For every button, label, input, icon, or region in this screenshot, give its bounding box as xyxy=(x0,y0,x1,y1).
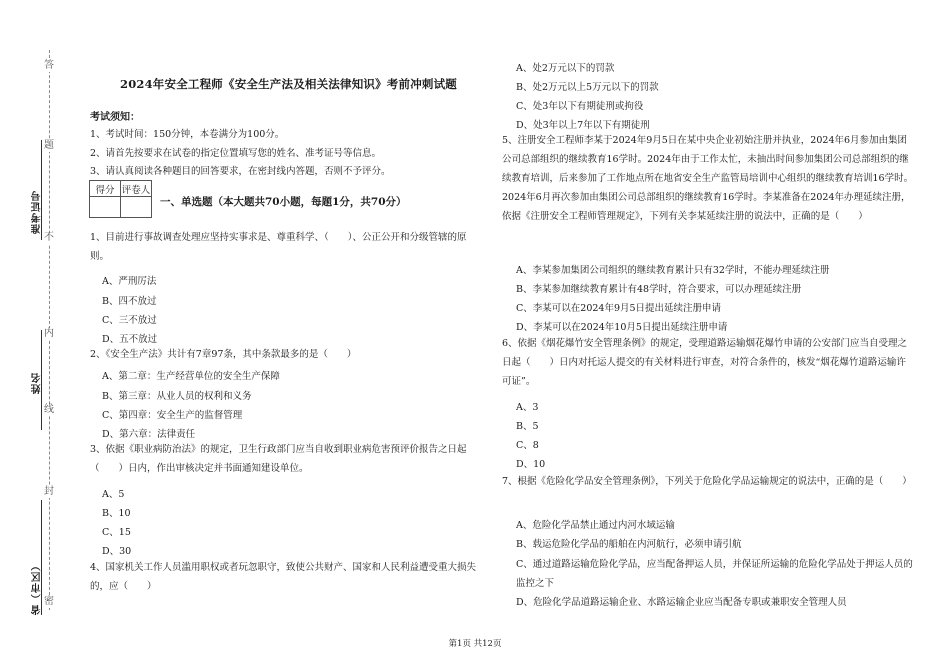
region-line xyxy=(41,500,42,615)
option: A、5 xyxy=(102,489,125,500)
option: D、处3年以上7年以下有期徒刑 xyxy=(516,120,650,131)
option: C、处3年以下有期徒刑或拘役 xyxy=(516,101,644,112)
question-4: 4、国家机关工作人员滥用职权或者玩忽职守，致使公共财产、国家和人民利益遭受重大损失的，应（ ） xyxy=(90,562,477,592)
question-2: 2、《安全生产法》共计有7章97条，其中条款最多的是（ ） xyxy=(90,349,357,360)
option: B、李某参加继续教育累计有48学时，符合要求，可以办理延续注册 xyxy=(516,284,802,295)
score-cell xyxy=(90,197,121,218)
question-6: 6、依据《烟花爆竹安全管理条例》的规定，受理道路运输烟花爆竹申请的公安部门应当自受理之日起（ ）日内对托运人提交的有关材料进行审查，对符合条件的，核发“烟花爆竹道路运输许可证”。 xyxy=(502,338,908,387)
seal-char: 内 xyxy=(44,328,54,339)
seal-char: 答 xyxy=(44,60,54,71)
region-label: 省（市区） xyxy=(32,560,43,615)
exam-number-label: 准考证号 xyxy=(32,190,43,234)
option: C、李某可以在2024年9月5日提出延续注册申请 xyxy=(516,303,722,314)
name-line xyxy=(41,330,42,430)
option: C、通过道路运输危险化学品，应当配备押运人员，并保证所运输的危险化学品处于押运人员的监控之下 xyxy=(516,559,913,589)
seal-char: 题 xyxy=(44,140,54,151)
option: C、三不放过 xyxy=(102,315,157,326)
option: A、李某参加集团公司组织的继续教育累计只有32学时，不能办理延续注册 xyxy=(516,265,830,276)
option: A、危险化学品禁止通过内河水域运输 xyxy=(516,520,675,531)
question-1: 1、目前进行事故调查处理应坚持实事求是、尊重科学、（ ）、公正公开和分级管辖的原则。 xyxy=(90,232,467,262)
score-header: 得分 xyxy=(90,181,121,197)
seal-char: 密 xyxy=(44,596,54,607)
option: B、处2万元以上5万元以下的罚款 xyxy=(516,82,659,93)
option: A、严刑厉法 xyxy=(102,276,157,287)
question-5: 5、注册安全工程师李某于2024年9月5日在某中央企业初始注册并执业，2024年6月参加由集团公司总部组织的继续教育16学时。2024年由于工作太忙，未抽出时间参加集团公司总部组织的继续教育培训，后来参加了工作地点所在地省安全生产监管局培训中心组织的继续教育培训16学时。2024年6月再次参加由集团公司总部组织的继续教育16学时。李某准备在2024年办理延续注册，依据《注册安全工程师管理规定》，下列有关李某延续注册的说法中，正确的是（ ） xyxy=(502,135,914,222)
exam-number-line xyxy=(41,140,42,240)
seal-char: 封 xyxy=(44,486,54,497)
option: B、5 xyxy=(516,421,539,432)
page-footer: 第1页 共12页 xyxy=(448,639,502,649)
name-label: 姓名 xyxy=(32,372,43,394)
option: A、处2万元以下的罚款 xyxy=(516,63,615,74)
option: D、10 xyxy=(516,459,546,470)
option: D、五不放过 xyxy=(102,334,158,345)
option: D、30 xyxy=(102,546,132,557)
option: B、四不放过 xyxy=(102,296,157,307)
option: C、15 xyxy=(102,527,131,538)
paper-title: 2024年安全工程师《安全生产法及相关法律知识》考前冲刺试题 xyxy=(120,77,458,91)
option: B、载运危险化学品的船舶在内河航行，必须申请引航 xyxy=(516,539,742,550)
option: B、第三章：从业人员的权利和义务 xyxy=(102,391,252,402)
option: D、李某可以在2024年10月5日提出延续注册申请 xyxy=(516,322,728,333)
option: A、第二章：生产经营单位的安全生产保障 xyxy=(102,371,280,382)
seal-char: 不 xyxy=(44,232,54,243)
notice-heading: 考试须知： xyxy=(90,112,140,123)
score-table xyxy=(89,180,152,218)
option: D、危险化学品道路运输企业、水路运输企业应当配备专职或兼职安全管理人员 xyxy=(516,597,847,608)
grader-header: 评卷人 xyxy=(121,181,152,197)
notice-item: 3、请认真阅读各种题目的回答要求，在密封线内答题，否则不予评分。 xyxy=(90,166,391,177)
notice-item: 2、请首先按要求在试卷的指定位置填写您的姓名、准考证号等信息。 xyxy=(90,148,382,159)
option: C、第四章：安全生产的监督管理 xyxy=(102,410,243,421)
option: B、10 xyxy=(102,508,131,519)
option: A、3 xyxy=(516,402,539,413)
notice-item: 1、考试时间：150分钟，本卷满分为100分。 xyxy=(90,129,285,140)
option: C、8 xyxy=(516,440,539,451)
question-3: 3、依据《职业病防治法》的规定，卫生行政部门应当自收到职业病危害预评价报告之日起（ ）日内，作出审核决定并书面通知建设单位。 xyxy=(90,444,467,474)
section-heading: 一、单选题（本大题共70小题，每题1分，共70分） xyxy=(160,196,407,208)
option: D、第六章：法律责任 xyxy=(102,429,196,440)
binding-margin xyxy=(0,0,80,671)
question-7: 7、根据《危险化学品安全管理条例》，下列关于危险化学品运输规定的说法中，正确的是（ ） xyxy=(502,476,912,487)
grader-cell xyxy=(121,197,152,218)
seal-char: 线 xyxy=(44,404,54,415)
